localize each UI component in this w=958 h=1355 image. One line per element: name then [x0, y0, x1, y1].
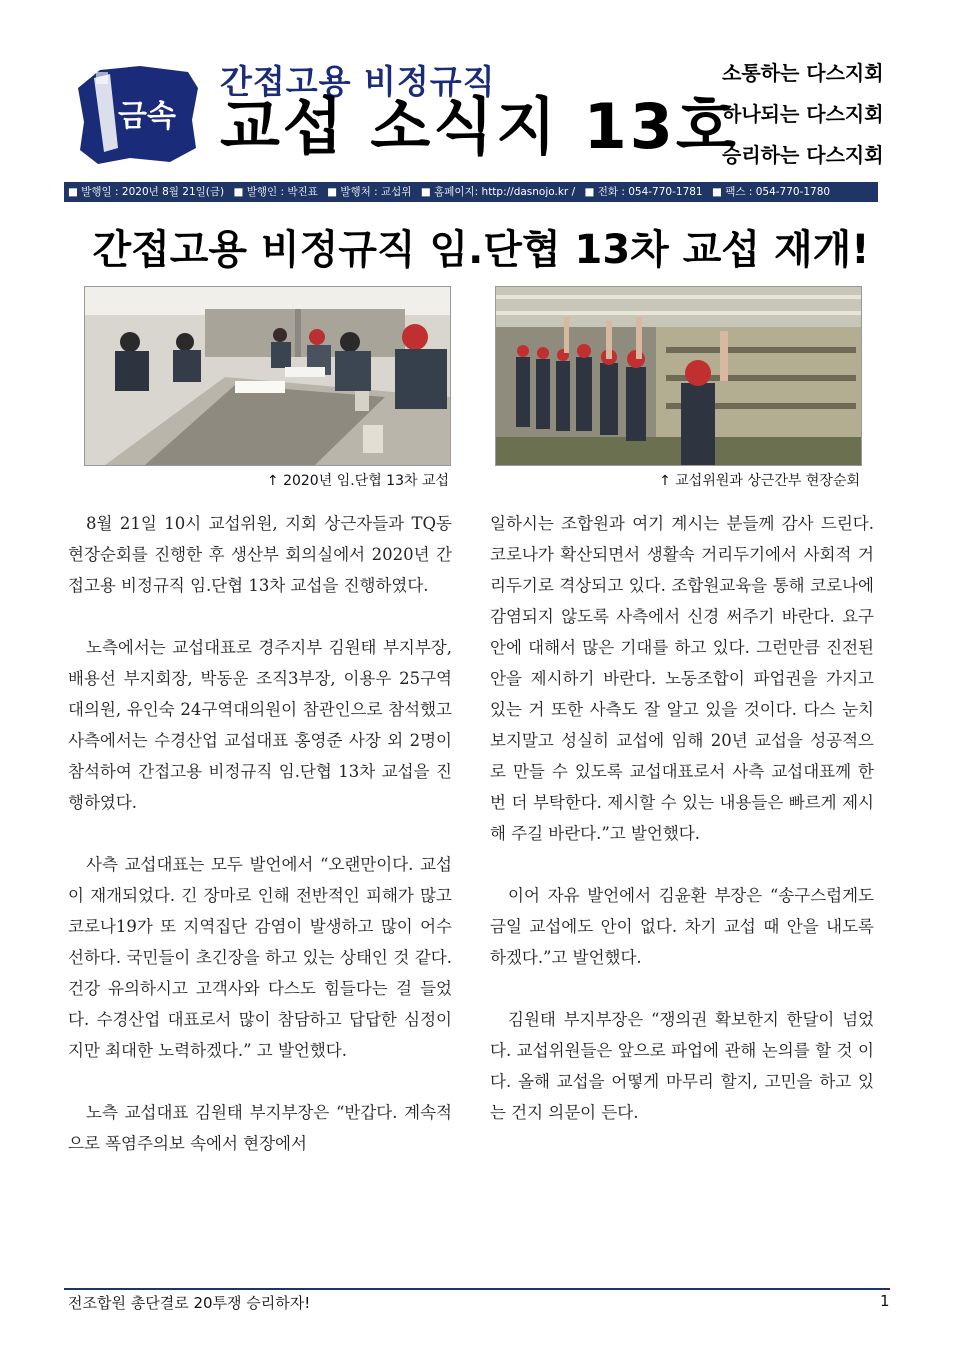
logo-text: 금속 [118, 99, 176, 134]
footer-slogan: 전조합원 총단결로 20투쟁 승리하자! [68, 1294, 311, 1312]
info-publisher: ■ 발행인 : 박진표 [233, 186, 318, 198]
info-fax: ■ 팩스 : 054-770-1780 [711, 186, 831, 198]
article-paragraph: 일하시는 조합원과 여기 계시는 분들께 감사 드린다. 코로나가 확산되면서 생활속 거리두기에서 사회적 거리두기로 격상되고 있다. 조합원교육을 통해 코로나에 감염되지 않도록 사측에서 신경 써주기 바란다. 요구안에 대해서 많은 기대를 하고 있다. 그런만큼 진전된 안을 제시하기 바란다. 노동조합이 파업권을 가지고 있는 거 또한 사측도 잘 알고 있을 것이다. 다스 눈치 보지말고 성실히 교섭에 임해 20년 교섭을 성공적으로 만들 수 있도록 교섭대표로서 사측 교섭대표께 한번 더 부탁한다. 제시할 수 있는 내용들은 빠르게 제시해 주길 바란다.”고 발언했다. [490, 514, 874, 843]
slogan-2: 하나되는 다스지회 [722, 102, 884, 126]
info-issuer: ■ 발행처 : 교섭위 [327, 186, 412, 198]
slogan-3: 승리하는 다스지회 [722, 143, 884, 167]
slogan-1: 소통하는 다스지회 [722, 61, 884, 85]
info-phone: ■ 전화 : 054-770-1781 [584, 186, 703, 198]
footer-divider [64, 1288, 890, 1290]
article-column-left [68, 508, 452, 1190]
photo-caption-field-tour: ↑ 교섭위원과 상근간부 현장순회 [659, 473, 860, 489]
article-paragraph: 사측 교섭대표는 모두 발언에서 “오랜만이다. 교섭이 재개되었다. 긴 장마로 인해 전반적인 피해가 많고 코로나19가 또 지역집단 감염이 발생하고 많이 어수선하다. 국민들이 초긴장을 하고 있는 상태인 것 같다. 건강 유의하시고 고객사와 다스도 힘들다는 걸 들었다. 수경산업 대표로서 많이 참담하고 답답한 심정이지만 최대한 노력하겠다.” 고 발언했다. [68, 855, 452, 1060]
slogan-list [722, 58, 892, 181]
article-paragraph: 8월 21일 10시 교섭위원, 지회 상근자들과 TQ동 현장순회를 진행한 후 생산부 회의실에서 2020년 간접고용 비정규직 임.단협 13차 교섭을 진행하였다. [68, 514, 452, 595]
negotiation-photo [84, 286, 451, 466]
field-tour-photo [495, 286, 862, 466]
article-paragraph: 노측에서는 교섭대표로 경주지부 김원태 부지부장, 배용선 부지회장, 박동운 조직3부장, 이용우 25구역대의원, 유인숙 24구역대의원이 참관인으로 참석했고 사측에서는 수경산업 교섭대표 홍영준 사장 외 2명이 참석하여 간접고용 비정규직 임.단협 13차 교섭을 진행하였다. [68, 638, 452, 812]
info-homepage[interactable]: ■ 홈페이지: http://dasnojo.kr / [420, 186, 576, 198]
article-paragraph: 김원태 부지부장은 “쟁의권 확보한지 한달이 넘었다. 교섭위원들은 앞으로 파업에 관해 논의를 할 것 이다. 올해 교섭을 어떻게 마무리 할지, 고민을 하고 있는 건지 의문이 든다. [490, 1010, 874, 1122]
article-paragraph: 노측 교섭대표 김원태 부지부장은 “반갑다. 계속적으로 폭염주의보 속에서 현장에서 [68, 1103, 452, 1153]
article-paragraph: 이어 자유 발언에서 김윤환 부장은 “송구스럽게도 금일 교섭에도 안이 없다. 차기 교섭 때 안을 내도록 하겠다.”고 발언했다. [490, 886, 874, 967]
union-logo [70, 58, 202, 168]
newsletter-title: 교섭 소식지 13호 [220, 90, 739, 163]
newsletter-subtitle: 간접고용 비정규직 [220, 62, 496, 101]
headline: 간접고용 비정규직 임.단협 13차 교섭 재개! [92, 227, 870, 273]
article-column-right [490, 508, 874, 1159]
publication-info-bar [64, 182, 878, 202]
photo-caption-negotiation: ↑ 2020년 임.단협 13차 교섭 [266, 473, 449, 489]
page-number: 1 [880, 1292, 890, 1310]
info-issue-date: ■ 발행일 : 2020년 8월 21일(금) [68, 186, 225, 198]
